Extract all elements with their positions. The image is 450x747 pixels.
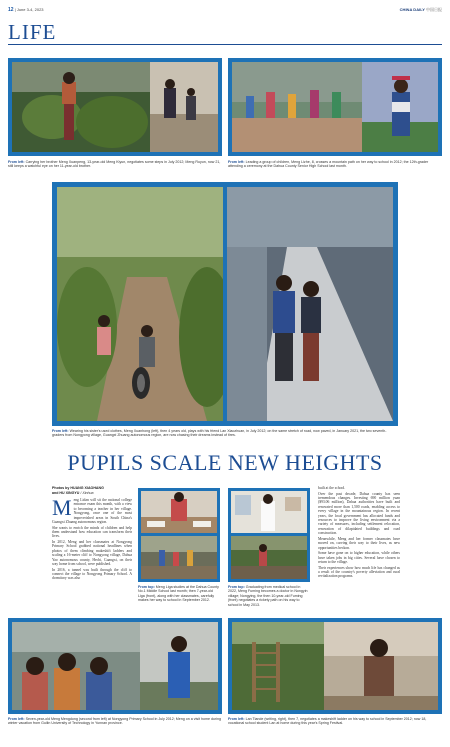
paragraph: She wants to enrich the minds of children and help them understand how education can transform their lives. <box>52 525 132 539</box>
page-header <box>8 7 442 15</box>
caption-text: Seven-year-old Meng Mengdong (second from left) at Nongyong Primary School in July 2012; Meng on a visit home during winter vacation from Guilin University of Technology in Yunnan province. <box>8 717 221 726</box>
caption-7 <box>228 717 442 726</box>
caption-text: Meng Liga studies at the Dahua County No.1 Middle School last month; then 7-year-old Liga (front), along with her classmates, carefully makes her way to school in September 2012. <box>138 585 219 603</box>
issue-date: June 3-4, 2023 <box>16 7 44 12</box>
drop-cap: M <box>52 498 72 520</box>
photo-ladder-and-home <box>232 622 438 710</box>
paper-name <box>400 7 442 13</box>
paper-name-en: CHINA DAILY <box>399 7 425 12</box>
paragraph: eng Lidan will sit the national college entrance exam this month, with a view to becoming a teacher in her village. Nongyong, once one of the most impoverished areas in South China's Guangxi Zhuang autonomous region. <box>52 498 132 525</box>
photo-frame-7 <box>228 618 442 714</box>
caption-text: Graduating from medical school in 2022, Meng Fuming becomes a doctor in Nongyin village; Nongying, the then 10-year-old Fuming (front) negotiates a rickety path on his way to school in May 2013. <box>228 585 308 607</box>
paragraph: Their experiences show how much life has changed as a result of the country's poverty alleviation and rural revitalization programs. <box>318 565 400 579</box>
caption-6 <box>8 717 222 726</box>
caption-lead: From left: <box>8 717 25 721</box>
page-info: 12 | June 3-4, 2023 <box>8 7 44 13</box>
caption-lead: From top: <box>138 585 155 589</box>
photo-boys-tire-road <box>57 187 223 421</box>
byline <box>52 486 132 495</box>
section-divider <box>8 44 442 45</box>
caption-text: Lan Tiande (writing, right), then 7, negotiates a makeshift ladder on his way to school in September 2012; now 18, vocational school student Lan at home during this year's Spring Festival. <box>228 717 427 726</box>
paragraph: Meanwhile, Meng and her former classmates have moved on, carving their way to their lives, as new opportunities beckon. <box>318 536 400 550</box>
photo-children-and-student <box>12 622 218 710</box>
byline-label: Photos by <box>52 486 70 490</box>
photo-frame-5 <box>228 488 310 582</box>
caption-text: Wearing his sister's used clothes, Meng Xuanhong (left), then 4 years old, plays with his friend Lan Xiaozhuan, in July 2012; on the same stretch of road, now paved, in January 2021, the two seventh-graders from Nongyong village, Guangxi Zhuang autonomous region, are now chasing their dreams instead of tires. <box>52 429 387 438</box>
article-column-4 <box>318 486 400 612</box>
writer-name: HU XINGYU <box>59 490 80 495</box>
photo-frame-2 <box>228 58 442 156</box>
caption-4 <box>138 585 220 603</box>
paragraph: In 2016, a tunnel was built through the cliff to connect the village to Nongyong Primary School. A dormitory was also <box>52 567 132 581</box>
byline-and: and <box>52 490 59 495</box>
caption-text: Leading a group of children, Meng Lizhe, 8, crosses a mountain path on her way to school in 2012; the 12th-grader attending a ceremony at the Dahua County Senior High School last month. <box>228 160 429 169</box>
outlet-name: / Xinhua <box>80 490 94 495</box>
caption-3 <box>52 429 398 438</box>
paragraph: Some have gone on to higher education, while others have taken jobs in big cities. Several have chosen to return to the village. <box>318 551 400 565</box>
caption-2 <box>228 160 442 169</box>
photo-boys-paved-road <box>227 187 393 421</box>
photo-doctor-clinic <box>231 491 307 533</box>
photo-girl-carrying-brother <box>12 62 218 152</box>
caption-lead: From left: <box>8 160 25 164</box>
paragraph: Over the past decade, Dahua county has seen tremendous changes. Investing 690 million yuan ($93.06 million), Dahua authorities have built and renovated more than 1,500 roads, enabling access to every village in the mountainous region. In recent years, the local government has allocated funds and resources to improve the living environment via a variety of measures, including settlement relocation, renovation of dilapidated buildings and road construction. <box>318 491 400 536</box>
caption-1 <box>8 160 222 169</box>
paper-name-cn: 中国日报 <box>426 7 442 12</box>
caption-lead: From left: <box>228 717 245 721</box>
photo-frame-3 <box>52 182 398 426</box>
article-column-1 <box>52 498 132 613</box>
photo-children-cliff-path <box>141 536 217 579</box>
photo-children-mountain-path <box>232 62 438 152</box>
caption-5 <box>228 585 310 607</box>
photo-girl-studying <box>141 491 217 533</box>
article-headline: PUPILS SCALE NEW HEIGHTS <box>67 450 383 475</box>
photo-frame-4 <box>138 488 220 582</box>
paragraph: built at the school. <box>318 486 346 490</box>
caption-lead: From left: <box>228 160 245 164</box>
caption-lead: From left: <box>52 429 69 433</box>
page-number: 12 <box>8 7 14 13</box>
photo-frame-6 <box>8 618 222 714</box>
paragraph: In 2012, Meng and her classmates at Nongyong Primary School grabbed national headlines when photos of them climbing makeshift ladders and scaling a 16-meter cliff to Nongyong village, Dahua Yao autonomous county, Hechi, Guangxi, on their way home from school, were published. <box>52 540 132 567</box>
photographer-name: HUANG XIAOHANG <box>70 486 104 490</box>
photo-frame-1 <box>8 58 222 156</box>
section-title: LIFE <box>8 20 57 44</box>
caption-text: Carrying her brother Meng Xuanpeng, 13-year-old Meng Kiyun, negotiates some steps in July 2012; Meng Ruyun, now 21, still keeps a watchful eye on her 11-year-old brother. <box>8 160 221 169</box>
photo-boy-rickety-path <box>231 536 307 579</box>
caption-lead: From top: <box>228 585 245 589</box>
